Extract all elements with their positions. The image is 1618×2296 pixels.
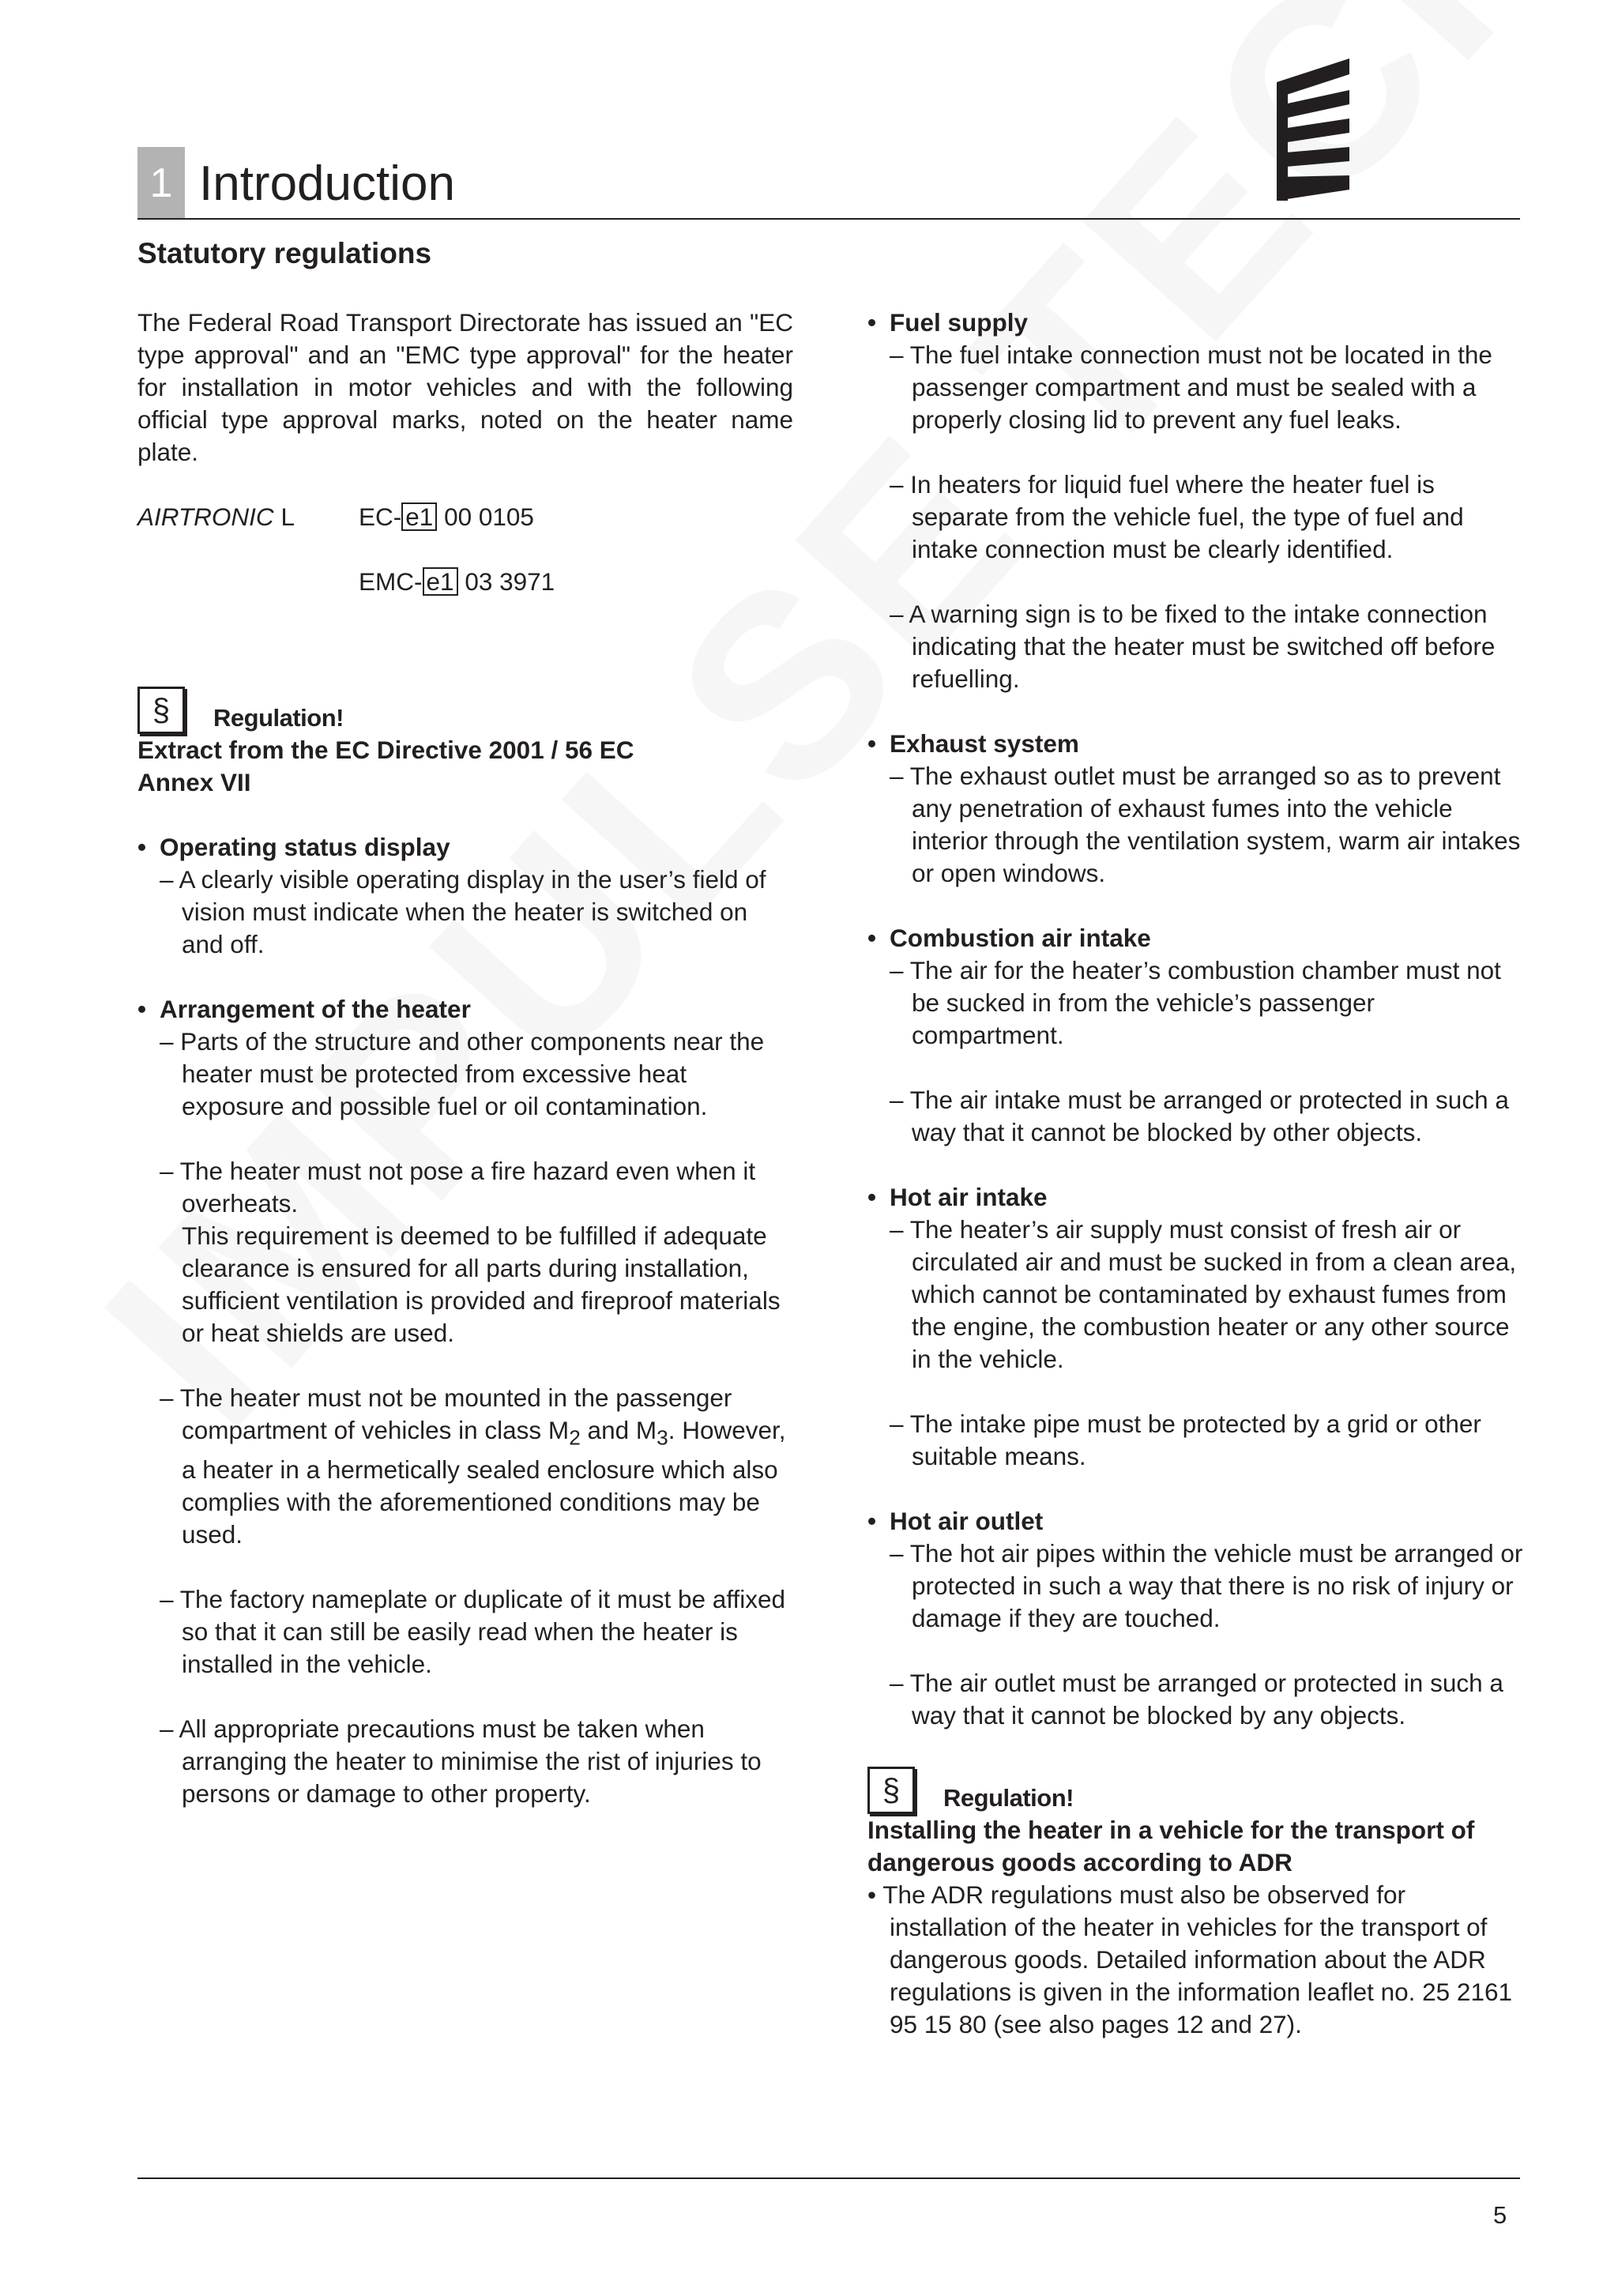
group-title-text: Operating status display <box>160 833 450 861</box>
header-rule <box>137 218 1520 220</box>
list-item: – The factory nameplate or duplicate of it must be affixed so that it can still be easily read when the heater is installed in the vehicle. <box>160 1585 786 1679</box>
group-title <box>137 831 793 864</box>
list-item: – The exhaust outlet must be arranged so as to prevent any penetration of exhaust fumes into the vehicle interior through the ventilation system, warm air intakes or open windows. <box>890 762 1521 887</box>
list-item: – In heaters for liquid fuel where the heater fuel is separate from the vehicle fuel, the type of fuel and intake connection must be clearly identified. <box>890 470 1464 563</box>
regulation-text: • The ADR regulations must also be observed for installation of the heater in vehicles for the transport of dangerous goods. Detailed information about the ADR regulations is given in the information leaflet no. 25 2161 95 15 80 (see also pages 12 and 27). <box>867 1880 1513 2038</box>
regulation-block-adr <box>867 1767 1523 2041</box>
regulation-title: Installing the heater in a vehicle for the transport of dangerous goods according to ADR <box>867 1816 1475 1876</box>
group-hot-air-outlet <box>867 1505 1523 1732</box>
group-title <box>867 1505 1523 1538</box>
regulation-header <box>867 1767 1523 1814</box>
list-item-note: This requirement is deemed to be fulfilled if adequate clearance is ensured for all parts during installation, sufficient ventilation is provided and fireproof materials or heat shields are used. <box>182 1221 781 1347</box>
subscript: 2 <box>569 1425 581 1450</box>
approval-marks <box>137 501 793 598</box>
group-title-text: Arrangement of the heater <box>160 995 471 1023</box>
list-item: – The air outlet must be arranged or protected in such a way that it cannot be blocked by any objects. <box>890 1669 1503 1730</box>
list-item: – Parts of the structure and other components near the heater must be protected from excessive heat exposure and possible fuel or oil contamination. <box>160 1027 765 1120</box>
chapter-number: 1 <box>137 147 185 220</box>
list-item: – The fuel intake connection must not be located in the passenger compartment and must be sealed with a properly closing lid to prevent any fuel leaks. <box>890 341 1492 434</box>
model-suffix: L <box>273 502 295 531</box>
paragraph-sign-icon: § <box>867 1767 915 1814</box>
chapter-title: Introduction <box>199 156 455 211</box>
model-name-text: AIRTRONIC <box>137 502 274 531</box>
regulation-title: Extract from the EC Directive 2001 / 56 EC <box>137 736 634 764</box>
list-item: – The air intake must be arranged or protected in such a way that it cannot be blocked by other objects. <box>890 1086 1509 1146</box>
bullet: • <box>867 308 877 337</box>
list-item: – The intake pipe must be protected by a grid or other suitable means. <box>890 1410 1481 1470</box>
page-number: 5 <box>1493 2201 1507 2229</box>
ec-prefix: EC- <box>359 502 402 531</box>
list-item: – A clearly visible operating display in the user’s field of vision must indicate when the heater is switched on and off. <box>160 865 766 958</box>
list-item-text: – The heater must not be mounted in the passenger compartment of vehicles in class M <box>160 1383 732 1444</box>
group-title-text: Hot air intake <box>890 1183 1048 1211</box>
list-item: – The hot air pipes within the vehicle must be arranged or protected in such a way that there is no risk of injury or damage if they are touched. <box>890 1539 1523 1632</box>
regulation-label: Regulation! <box>213 704 344 732</box>
bullet: • <box>867 1507 877 1535</box>
list-item: – A warning sign is to be fixed to the intake connection indicating that the heater must be switched off before refuelling. <box>890 600 1496 693</box>
paragraph-sign-icon: § <box>137 687 185 734</box>
regulation-block-ec <box>137 687 793 799</box>
group-title-text: Exhaust system <box>890 729 1079 758</box>
regulation-subtitle: Annex VII <box>137 768 251 796</box>
bullet: • <box>867 729 877 758</box>
group-combustion-air-intake <box>867 922 1523 1149</box>
list-item: – The heater’s air supply must consist of fresh air or circulated air and must be sucked in from a clean area, which cannot be contaminated by exhaust fumes from the engine, the combustion heater or any other source in the vehicle. <box>890 1215 1517 1373</box>
group-arrangement <box>137 993 793 1810</box>
group-title <box>867 1181 1523 1214</box>
group-exhaust-system <box>867 728 1523 890</box>
list-item-class <box>137 1382 793 1551</box>
bullet: • <box>867 1183 877 1211</box>
list-item: – All appropriate precautions must be taken when arranging the heater to minimise the rist of injuries to persons or damage to other property. <box>160 1714 762 1809</box>
list-item-fire <box>137 1155 793 1349</box>
list-item: – The air for the heater’s combustion chamber must not be sucked in from the vehicle’s passenger compartment. <box>890 956 1501 1049</box>
chapter-header <box>137 147 455 220</box>
group-title <box>867 307 1523 339</box>
bullet: • <box>867 924 877 952</box>
group-title <box>867 922 1523 954</box>
emc-approval <box>359 566 793 598</box>
ec-number: 00 0105 <box>444 502 534 531</box>
emc-mark: e1 <box>423 567 458 596</box>
list-item-text: and M <box>580 1416 657 1444</box>
ec-approval <box>359 501 793 533</box>
right-column <box>867 307 1523 2041</box>
group-title-text: Hot air outlet <box>890 1507 1044 1535</box>
section-title: Statutory regulations <box>137 237 432 269</box>
group-title <box>137 993 793 1026</box>
model-name <box>137 501 359 533</box>
eberspaecher-logo-icon <box>1274 58 1365 201</box>
subscript: 3 <box>657 1425 668 1450</box>
intro-paragraph: The Federal Road Transport Directorate has issued an "EC type approval" and an "EMC type approval" for the heater for installation in motor vehicles and with the following official type approval marks, noted on the heater name plate. <box>137 308 793 466</box>
regulation-label: Regulation! <box>943 1784 1074 1812</box>
footer-rule <box>137 2177 1520 2179</box>
bullet: • <box>137 995 147 1023</box>
bullet: • <box>137 833 147 861</box>
list-item-text: . However, a heater in a hermetically sealed enclosure which also complies with the aforementioned conditions may be used. <box>182 1416 786 1549</box>
group-title-text: Combustion air intake <box>890 924 1151 952</box>
group-fuel-supply <box>867 307 1523 695</box>
emc-prefix: EMC- <box>359 567 423 596</box>
group-operating-status <box>137 831 793 961</box>
group-title <box>867 728 1523 760</box>
emc-number: 03 3971 <box>465 567 555 596</box>
ec-mark: e1 <box>401 502 437 531</box>
list-item-text: – The heater must not pose a fire hazard even when it overheats. <box>160 1157 756 1218</box>
group-title-text: Fuel supply <box>890 308 1029 337</box>
regulation-header <box>137 687 793 734</box>
left-column <box>137 307 793 1810</box>
group-hot-air-intake <box>867 1181 1523 1473</box>
